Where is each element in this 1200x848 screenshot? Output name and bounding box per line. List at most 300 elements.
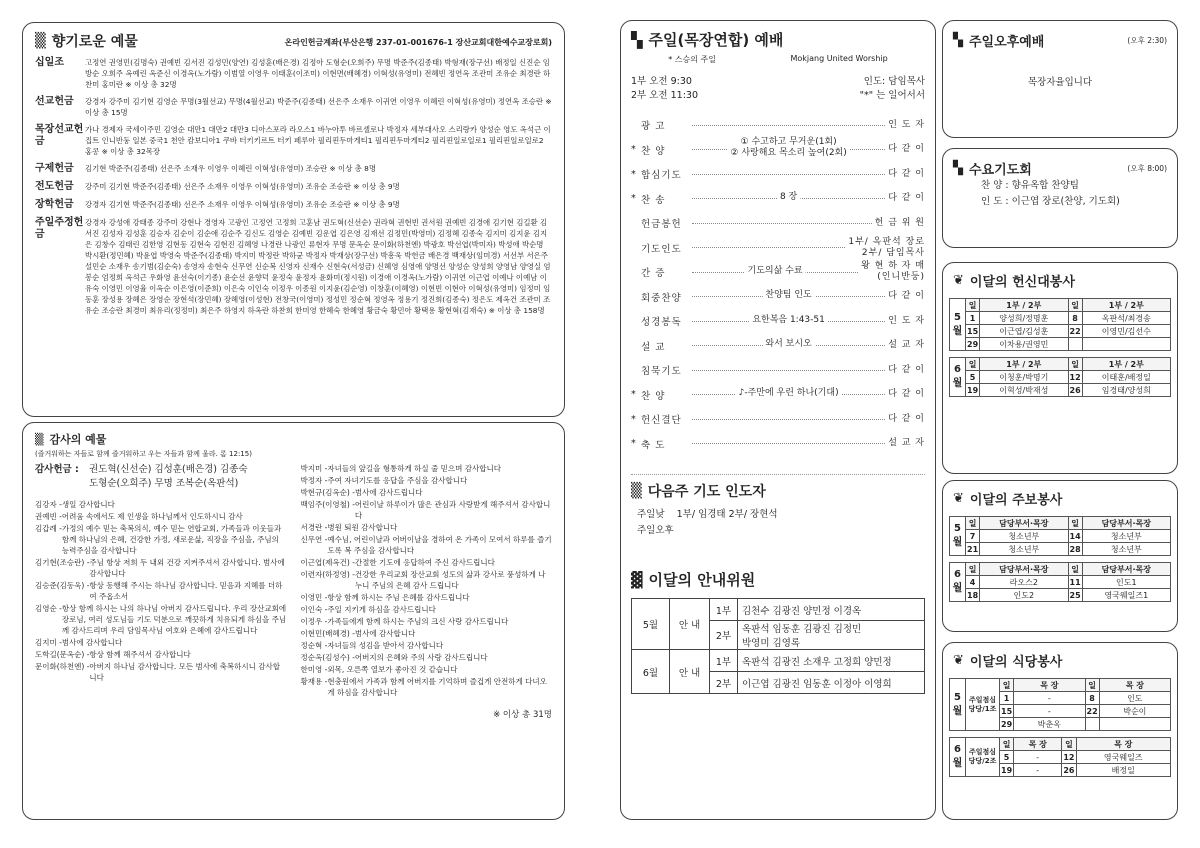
- order-name: 헌금봉헌: [641, 219, 682, 231]
- table-header: 담당부서·목장: [1082, 563, 1170, 576]
- afternoon-message: 목장자율입니다: [1027, 77, 1093, 88]
- assignee-cell: -: [1014, 764, 1062, 777]
- table-header: 일: [1068, 563, 1082, 576]
- offering-row: [35, 163, 552, 175]
- assignee-cell: 인도: [1099, 692, 1170, 705]
- thanks-text: 어려움 속에서도 제 인생을 하나님께서 인도하시니 감사: [61, 512, 243, 521]
- assignee-cell: 옥판석/최경송: [1082, 312, 1170, 325]
- assignee-cell: 이차용/권영민: [980, 338, 1068, 351]
- day-cell: 28: [1069, 544, 1081, 554]
- thanks-name: 정순옥(김성수) -: [300, 653, 355, 662]
- offering-label: 구제헌금: [35, 163, 74, 174]
- worship-english: Mokjang United Worship: [790, 54, 888, 63]
- dotted-leader: [692, 265, 858, 276]
- order-leader: 1부/ 옥판석 장로 2부/ 담임목사: [848, 236, 925, 258]
- month-row: [950, 384, 1171, 397]
- thanks-item: [301, 569, 553, 591]
- offering-label: 전도헌금: [35, 181, 74, 192]
- worship-order-item: [631, 162, 925, 187]
- month-table: [949, 516, 1171, 556]
- thanks-text: 생일 감사합니다: [61, 500, 115, 509]
- thanks-text: 건강한 우리교회 장산교회 성도의 삶과 강사로 풍성하게 나누니 주님의 은혜 감사 드립니다: [354, 570, 546, 590]
- order-content: ♪-주만에 우린 하나(기대): [736, 388, 842, 399]
- month-header-row: [950, 299, 1171, 312]
- dotted-leader: [692, 192, 885, 203]
- table-header: 1부 / 2부: [1082, 299, 1170, 312]
- thanks-item: [35, 499, 287, 510]
- assignee-cell: 이혁성/박재성: [980, 384, 1068, 397]
- offering-row: [35, 57, 552, 90]
- flower-icon: ❦: [953, 653, 964, 668]
- order-name: 회중찬양: [641, 292, 682, 304]
- table-header: 1부 / 2부: [980, 299, 1068, 312]
- assignee-cell: -: [1014, 751, 1062, 764]
- month-header-row: [950, 679, 1171, 692]
- usher-part: 2부: [710, 621, 738, 650]
- thanks-name: 김기현(조승란) -: [35, 558, 90, 567]
- usher-role: 안 내: [670, 650, 710, 694]
- day-cell: [1068, 338, 1082, 351]
- thanks-name: 김지미 -: [35, 638, 62, 647]
- assignee-cell: 양성희/정명훈: [980, 312, 1068, 325]
- dotted-leader: [692, 388, 885, 399]
- section-bar-icon: ▒: [631, 483, 642, 499]
- thanks-left-column: [35, 463, 287, 721]
- order-leader: 다 같 이: [888, 413, 925, 424]
- order-name: 침묵기도: [641, 366, 682, 378]
- worship-order-item: [631, 285, 925, 310]
- thanks-name: 박현규(김옥순) -: [300, 488, 355, 497]
- thanks-text: 병원 퇴원 감사합니다: [327, 523, 398, 532]
- usher-month: 6월: [632, 650, 670, 694]
- worship-order-item: [631, 138, 925, 163]
- day-cell: 1: [1000, 692, 1014, 705]
- usher-names: 김천수 김광진 양민정 이경옥: [738, 599, 925, 621]
- thanks-text: 항상 함께 하시는 주님 은혜를 감사드립니다: [327, 593, 470, 602]
- wednesday-prayer-box: ▚ 수요기도회 (오후 8:00) 찬 양 : 향유옥합 찬양팀 인 도 : 이근엽 장로(찬양, 기도회): [942, 148, 1178, 248]
- order-leader: 다 같 이: [888, 291, 925, 302]
- day-cell: 26: [1063, 765, 1075, 775]
- kitchen-box: [942, 642, 1178, 820]
- month-header-row: [950, 563, 1171, 576]
- table-header: 일: [1085, 679, 1099, 692]
- month-header-row: [950, 517, 1171, 530]
- order-content: 와서 보시오: [762, 339, 814, 350]
- dotted-leader: [692, 125, 885, 126]
- afternoon-worship-box: [942, 20, 1178, 138]
- month-table: [949, 298, 1171, 351]
- wednesday-title: ▚ 수요기도회 (오후 8:00): [953, 161, 1167, 178]
- assignee-cell: 라오스2: [980, 576, 1068, 589]
- thanks-item: [35, 580, 287, 602]
- offering-row: [35, 124, 552, 157]
- order-content: ① 수고하고 무거운(1회) ② 사랑해요 목소리 높여(2회): [727, 137, 849, 159]
- assignee-cell: 청소년부: [1082, 530, 1170, 543]
- order-leader: 다 같 이: [888, 389, 925, 400]
- table-header: 담당부서·목장: [980, 517, 1068, 530]
- order-name: 찬 송: [641, 194, 666, 206]
- dotted-leader: [692, 137, 885, 159]
- order-name: 합심기도: [641, 170, 682, 182]
- assignee-cell: 박순이: [1099, 705, 1170, 718]
- month-table: [949, 357, 1171, 397]
- assignee-cell: 이근엽/김성훈: [980, 325, 1068, 338]
- offering-label: 목장선교헌금: [35, 124, 84, 147]
- order-name: 성경봉독: [641, 317, 682, 329]
- thanks-name: 김영순 -: [35, 604, 62, 613]
- thanks-box: [22, 422, 565, 820]
- worship-order-item: [631, 334, 925, 359]
- day-cell: 8: [1085, 692, 1099, 705]
- month-row: [950, 530, 1171, 543]
- day-cell: 29: [967, 339, 979, 349]
- order-content: 8 장: [777, 192, 800, 203]
- assignee-cell: 임경태/양성희: [1082, 384, 1170, 397]
- thanks-item: [301, 475, 553, 486]
- thanks-item: [35, 557, 287, 579]
- thanks-text: 가족들에게 함께 하시는 주님의 크신 사랑 감사드립니다: [327, 617, 509, 626]
- day-cell: 14: [1069, 531, 1081, 541]
- table-header: 일: [966, 358, 980, 371]
- service-label: 주일점심 당당/1조: [966, 679, 1000, 731]
- worship-theme: * 스승의 주일: [668, 55, 716, 64]
- day-cell: 1: [966, 312, 980, 325]
- worship-order-item: [631, 309, 925, 334]
- offering-row: [35, 181, 552, 193]
- offering-row: [35, 217, 552, 316]
- month-row: [950, 576, 1171, 589]
- table-header: 목 장: [1014, 679, 1085, 692]
- offering-label: 십일조: [35, 57, 64, 68]
- table-header: 1부 / 2부: [1082, 358, 1170, 371]
- order-leader: 인 도 자: [888, 315, 925, 326]
- bulletin-box: [942, 480, 1178, 632]
- dotted-leader: [692, 247, 845, 248]
- offering-names: 강경자 강성애 강태종 강주미 강현나 경영자 고광인 고정연 고정희 고훈남 권도혁(신선순) 권라혁 권현빈 권서원 권예빈 김경애 김기현 김길환 김서진 김성자 김성훈 김승자 김순이 김순애 김순주 김신도 김영순 김예빈 김운엽 김은영 김재선 김정민(박영미) 김정혜 김종숙 김지미 김지윤 김지은 김창수 김태린 김한영 김현동 김현숙 김현진 김혜영 나경란 나광인 류현자 무명 문옥순 문이화(하천엔) 박광호 박선엽(박미자) 박성애 박순명 박시환(정민혜) 박윤엽 박영숙 박준주(김종태) 박지미 박정란 박하균 박정자 박재상(장구선) 박흥욱 박헌금 배은경 백재상(임미경) 서선부 서은주 설민순 소재우 송기범(김순숙) 송영자 송현숙 신무연 신순복 신영자 신재수 신현숙(서성금) 신혜영 심영애 양명선 양성순 양성희 양영남 양영실 엄봉순 엄정희 옥석근 우화영 윤선숙(이기종) 윤순선 윤향덕 윤정숙 윤정자 윤화미(정시원) 이경애 이경옥(노가람) 이귀연 이근엽 이예나 이예남 이유숙 이영민 이영율 이옥순 이은영(이준희) 이은숙 이인숙 이정우 이종원 이지윤(김순영) 이창훈(이혜영) 이현빈 이현아 이혁성(유영미) 임정미 임동훈 장성용 장혜은 장영순 장현석(장민혜) 장혜영(이성현) 전창국(이영미) 정성민 정순혁 정영옥 정용기 정진희(김종숙) 정은도 제옥건 조관미 조유순 조승란 최경미 최유리(정정미) 최은주 하영지 하옥란 하찬희 한미영 한혜숙 한혜영 황금숙 황민아 황택용 황현혁(김재숙) ※ 이상 총 158명: [85, 218, 551, 315]
- thanks-right-column: [301, 463, 553, 721]
- day-cell: 12: [1063, 752, 1075, 762]
- order-leader: 다 같 이: [888, 193, 925, 204]
- day-cell: 26: [1069, 385, 1081, 395]
- table-header: 일: [1068, 299, 1082, 312]
- day-cell: 22: [1069, 326, 1081, 336]
- section-bar-icon: ▒: [35, 33, 46, 49]
- table-header: 일: [966, 299, 980, 312]
- month-label: 5 월: [950, 679, 966, 731]
- thanks-name: 김승준(김동욱) -: [35, 581, 90, 590]
- thanks-name: 백임주(이영철) -: [300, 500, 355, 509]
- stand-marker: *: [631, 168, 636, 180]
- stand-marker: *: [631, 144, 636, 156]
- worship-order-item: [631, 358, 925, 383]
- stand-marker: *: [631, 413, 636, 425]
- order-leader: 인 도 자: [888, 119, 925, 130]
- usher-month: 5월: [632, 599, 670, 650]
- day-cell: 7: [966, 530, 980, 543]
- day-cell: 22: [1086, 706, 1098, 716]
- order-leader: 다 같 이: [888, 144, 925, 155]
- offering-label: 장학헌금: [35, 199, 74, 210]
- assignee-cell: -: [1014, 692, 1085, 705]
- day-cell: 4: [966, 576, 980, 589]
- thanks-text: 주일 지키게 하심을 감사드립니다: [327, 605, 436, 614]
- month-label: 6 월: [950, 563, 966, 602]
- usher-names: 옥판석 임동훈 김광진 김정민 박영미 김영록: [738, 621, 925, 650]
- month-table: [949, 737, 1171, 777]
- day-cell: 15: [1001, 706, 1013, 716]
- usher-row: [632, 599, 925, 621]
- dotted-leader: [692, 174, 885, 175]
- worship-order-item: [631, 211, 925, 236]
- thanks-item: [35, 661, 287, 683]
- thanks-title: ▒ 감사의 예물: [35, 432, 107, 446]
- table-header: 일: [1000, 738, 1014, 751]
- table-header: 담당부서·목장: [980, 563, 1068, 576]
- offering-row: [35, 199, 552, 211]
- thanks-verse: (즐거워하는 자들로 함께 즐거워하고 우는 자들과 함께 울라. 롬 12:15): [35, 450, 252, 458]
- assignee-cell: 청소년부: [980, 543, 1068, 556]
- month-row: [950, 543, 1171, 556]
- dotted-leader: [692, 314, 885, 325]
- thanks-text: 항상 동행해 주시는 하나님 감사합니다. 믿음과 지혜를 더하여 주옵소서: [89, 581, 283, 601]
- thanks-name: 문이화(하천엔) -: [35, 662, 90, 671]
- month-row: [950, 589, 1171, 602]
- order-leader: 다 같 이: [888, 168, 925, 179]
- dotted-leader: [692, 223, 872, 224]
- usher-part: 1부: [710, 650, 738, 672]
- thanks-name: 권예빈 -: [35, 512, 62, 521]
- month-label: 6 월: [950, 358, 966, 397]
- assignee-cell: 영국웨일즈: [1076, 751, 1171, 764]
- day-cell: 19: [1001, 765, 1013, 775]
- usher-part: 1부: [710, 599, 738, 621]
- assignee-cell: 이청훈/박명기: [980, 371, 1068, 384]
- usher-names: 이근엽 김광진 임동훈 이정아 이영희: [738, 672, 925, 694]
- thanks-name: 이근엽(제옥건) -: [300, 558, 355, 567]
- thanks-item: [301, 522, 553, 533]
- thanks-name: 한미영 -: [300, 665, 328, 674]
- thanks-name: 이영민 -: [300, 593, 328, 602]
- assignee-cell: 인도2: [980, 589, 1068, 602]
- offering-names: 김기현 박준주(김종태) 선은주 소재우 이영우 이혜린 이혁성(유영미) 조승란 ※ 이상 총 8명: [85, 164, 377, 173]
- thanks-offering-head: 감사헌금 : 권도혁(신선순) 김성훈(배은경) 김종숙 도형순(오희주) 무명 조복순(옥판석): [35, 464, 248, 489]
- assignee-cell: -: [1014, 705, 1085, 718]
- ushers-title: ▓ 이달의 안내위원: [631, 570, 756, 589]
- thanks-text: 어버지의 은혜와 주의 사랑 감사드립니다: [354, 653, 488, 662]
- table-header: 목 장: [1076, 738, 1171, 751]
- worship-order-item: [631, 113, 925, 138]
- order-content: 찬양팀 인도: [762, 290, 814, 301]
- thanks-item: [301, 604, 553, 615]
- order-name: 찬 양: [641, 390, 666, 402]
- usher-role: 안 내: [670, 599, 710, 650]
- worship-order-item: [631, 236, 925, 261]
- assignee-cell: [1082, 338, 1170, 351]
- dotted-leader: [692, 370, 885, 371]
- thanks-name: 김강자 -: [35, 500, 62, 509]
- thanks-name: 이정우 -: [300, 617, 328, 626]
- month-row: [950, 325, 1171, 338]
- table-header: 목 장: [1014, 738, 1062, 751]
- thanks-name: 박지미 -: [300, 464, 328, 473]
- thanks-name: 황재용 -: [300, 677, 328, 686]
- offering-names: 강경자 강주미 김기현 김영순 무명(3월선교) 무명(4월선교) 박준주(김종태) 선은주 소재우 이귀연 이영우 이혜린 이혁성(유영미) 정연옥 조승란 ※ 이상 총 15명: [85, 97, 552, 117]
- thanks-name: 도학길(문옥순) -: [35, 650, 90, 659]
- table-header: 일: [966, 563, 980, 576]
- worship-order-item: [631, 407, 925, 432]
- table-header: 목 장: [1099, 679, 1170, 692]
- section-bar-icon: ▓: [631, 570, 643, 589]
- thanks-text: 현충원에서 가족과 함께 어버지를 기억하며 즐겁게 안전하게 다녀오게 하심을 감사합니다: [327, 677, 547, 697]
- dotted-leader: [692, 443, 885, 444]
- assignee-cell: 박춘옥: [1014, 718, 1085, 731]
- thanks-item: [35, 603, 287, 636]
- month-label: 5 월: [950, 299, 966, 351]
- order-name: 광 고: [641, 121, 666, 133]
- thanks-text: 주님 항상 저희 두 내외 건강 지켜주셔서 감사합니다. 범사에 감사합니다: [89, 558, 285, 578]
- month-header-row: [950, 738, 1171, 751]
- order-name: 설 교: [641, 341, 666, 353]
- day-cell: 18: [967, 590, 979, 600]
- worship-order-item: [631, 383, 925, 408]
- order-leader: 왕 현 하 자 매 (인니반둥): [861, 261, 925, 283]
- month-row: [950, 338, 1171, 351]
- order-name: 찬 양: [641, 145, 666, 157]
- thanks-text: 범사에 감사합니다: [354, 629, 416, 638]
- assignee-cell: 영국웨일즈1: [1082, 589, 1170, 602]
- online-account: 온라인헌금계좌(부산은행 237-01-001676-1 장산교회대한예수교장로회): [284, 38, 552, 47]
- thanks-item: [301, 676, 553, 698]
- thanks-item: [301, 640, 553, 651]
- thanks-text: 자녀들의 성김을 받아서 감사합니다: [327, 641, 444, 650]
- section-marker-icon: ▚: [953, 33, 963, 48]
- thanks-text: 어린이날 하루이가 많은 관심과 사랑받게 해주셔서 감사합니다: [354, 500, 551, 520]
- thanks-item: [301, 534, 553, 556]
- thanks-text: 항상 함께 하시는 나의 하나님 아버지 감사드립니다. 우리 장산교회에 장로님, 여러 성도님들 기도 덕분으로 깨끗하게 치유되게 하심을 주님께 감사드리며 우리 담임목사님 여호와 은혜에 감사드립니다: [61, 604, 287, 635]
- thanks-item: [301, 463, 553, 474]
- thanks-text: 범사에 감사합니다: [61, 638, 123, 647]
- thanks-name: 김갑례 -: [35, 524, 62, 533]
- dotted-leader: [692, 339, 885, 350]
- order-leader: 설 교 자: [888, 340, 925, 351]
- thanks-name: 신무연 -: [300, 535, 328, 544]
- next-prayer-title: ▒ 다음주 기도 인도자: [631, 483, 766, 500]
- order-leader: 다 같 이: [888, 364, 925, 375]
- thanks-item: [301, 592, 553, 603]
- thanks-text: 아버지 하나님 감사합니다. 모든 범사에 축복하시니 감사합니다: [89, 662, 280, 682]
- order-name: 간 증: [641, 268, 666, 280]
- order-of-worship: [631, 113, 925, 456]
- day-cell: 12: [1069, 372, 1081, 382]
- usher-names: 옥판석 김광진 소재우 고정희 양민정: [738, 650, 925, 672]
- worship-times: 1부 오전 9:30 2부 오전 11:30 인도: 담임목사 "*" 는 일어서서: [631, 76, 925, 101]
- thanks-item: [35, 511, 287, 522]
- usher-part: 2부: [710, 672, 738, 694]
- month-header-row: [950, 358, 1171, 371]
- assignee-cell: 이태훈/배정일: [1082, 371, 1170, 384]
- day-cell: 21: [967, 544, 979, 554]
- thanks-name: 이인숙 -: [300, 605, 328, 614]
- thanks-text: 주여 자녀기도를 응답을 주심을 감사합니다: [327, 476, 468, 485]
- order-name: 축 도: [641, 439, 666, 451]
- thanks-text: 항상 함께 해주셔서 감사합니다: [89, 650, 191, 659]
- thanks-text: 간절한 기도에 응답하여 주신 감사드립니다: [354, 558, 495, 567]
- worship-order-item: [631, 260, 925, 285]
- table-header: 일: [1062, 738, 1076, 751]
- day-cell: 5: [966, 371, 980, 384]
- offering-list: [35, 57, 552, 316]
- devotion-title: ❦ 이달의 헌신대봉사: [953, 273, 1075, 290]
- day-cell: 8: [1068, 312, 1082, 325]
- month-table: [949, 562, 1171, 602]
- table-header: 일: [1068, 517, 1082, 530]
- assignee-cell: 청소년부: [980, 530, 1068, 543]
- stand-marker: *: [631, 438, 636, 450]
- stand-marker: *: [631, 389, 636, 401]
- thanks-text: 가정의 예수 믿는 축복의식, 예수 믿는 연합교회, 가족들과 이웃들과 함께 하나님의 은혜, 건강한 가정, 새로운삶, 직장을 주심을, 주님의 능력주심을 감사합니다: [61, 524, 282, 555]
- thanks-text: 범사에 감사드립니다: [354, 488, 423, 497]
- thanks-name: 서경란 -: [300, 523, 328, 532]
- thanks-item: [301, 487, 553, 498]
- kitchen-title: ❦ 이달의 식당봉사: [953, 653, 1063, 670]
- assignee-cell: [1099, 718, 1170, 731]
- stand-marker: *: [631, 193, 636, 205]
- order-leader: 헌 금 위 원: [874, 217, 925, 228]
- service-label: 주일점심 당당/2조: [966, 738, 1000, 777]
- usher-row: [632, 650, 925, 672]
- dotted-leader: [692, 290, 885, 301]
- month-row: [950, 371, 1171, 384]
- section-bar-icon: ▒: [35, 432, 44, 446]
- offering-label: 선교헌금: [35, 96, 74, 107]
- thanks-item: [301, 628, 553, 639]
- assignee-cell: 배정일: [1076, 764, 1171, 777]
- offering-names: 고정연 권영민(김명숙) 권예빈 김서진 김성민(양연) 김성훈(배은경) 김정아 도형순(오희주) 무명 박준주(김종태) 박형재(장구선) 배정일 신진순 임방순 오희주 옥예린 옥준신 이경옥(노가람) 이범열 이영우 이태훈(이조미) 이현면(배혜경) 이혁성(유영미) 전혜빈 정연옥 조관미 조유순 최경란 하찬미 홍미란 ※ 이상 총 32명: [85, 58, 551, 89]
- day-cell: 25: [1069, 590, 1081, 600]
- flower-icon: ❦: [953, 273, 964, 288]
- offering-label: 주일주정헌금: [35, 217, 84, 240]
- table-header: 담당부서·목장: [1082, 517, 1170, 530]
- worship-order-item: [631, 187, 925, 212]
- thanks-text: 외목, 오른쪽 열보가 좋아진 것 같습니다: [327, 665, 458, 674]
- bulletin-title: ❦ 이달의 주보봉사: [953, 491, 1063, 508]
- thanks-name: 박정자 -: [300, 476, 328, 485]
- afternoon-title: ▚ 주일오후예배 (오후 2:30): [953, 33, 1167, 50]
- thanks-item: [301, 557, 553, 568]
- table-header: 일: [1000, 679, 1014, 692]
- thanks-total: ※ 이상 총 31명: [493, 710, 552, 720]
- month-table: [949, 678, 1171, 731]
- thanks-item: [301, 499, 553, 521]
- table-header: 일: [966, 517, 980, 530]
- thanks-item: [301, 664, 553, 675]
- day-cell: 11: [1069, 577, 1081, 587]
- thanks-name: 정순혁 -: [300, 641, 328, 650]
- thanks-text: 예수님, 어린이날과 어버이날을 경하여 온 가족이 모여서 하루를 즐기도록 복 주심을 감사합니다: [327, 535, 552, 555]
- thanks-item: [35, 649, 287, 660]
- order-content: 기도의삶 수료: [745, 266, 806, 277]
- assignee-cell: 이영민/김선수: [1082, 325, 1170, 338]
- worship-title: ▚ 주일(목장연합) 예배: [631, 30, 784, 49]
- thanks-name: 이현민(배혜경) -: [300, 629, 355, 638]
- offering-names: 강경자 김기현 박준주(김종태) 선은주 소재우 이영우 이혁성(유영미) 조유순 조승란 ※ 이상 총 9명: [85, 200, 400, 209]
- section-marker-icon: ▚: [953, 161, 963, 176]
- worship-box: ▚ 주일(목장연합) 예배 * 스승의 주일 Mokjang United Worship 1부 오전 9:30 2부 오전 11:30 인도: 담임목사 "*" 는 일어서서 광 고 인 도 자 * 찬 양 ① 수고하고 무거운(1회) ② 사랑해요 목소리 높여(2회) 다 같 이 * 합심기도 다 같 이 * 찬 송 8 장 다 같 이 헌금봉헌 헌 금 위 원 기도인도 1부/ 옥판석 장로 2부/ 담임목사 간 증 기도의삶 수료 왕 현 하 자 매 (인니반둥) 회중찬양 찬양팀 인도 다 같 이 성경봉독 요한복음 1:43-51 인 도 자 설 교 와서 보시오 설 교 자 침묵기도 다 같 이 * 찬 양 ♪-주만에 우린 하나(기대) 다 같 이 * 헌신결단 다 같 이 * 축 도 설 교 자 ▒ 다음주 기도 인도자 주일낮 1부/ 임경태 2부/ 장현석 주일오후 ▓ 이달의 안내위원 5월 안 내 1부 김천수 김광진 양민정 이경옥 2부 옥판석 임동훈 김광진 김정민 박영미 김영록 6월 안 내 1부 옥판석 김광진 소재우 고정희 양민정 2부 이근엽 김광진 임동훈 이정아 이영희: [620, 20, 936, 820]
- worship-order-item: [631, 432, 925, 457]
- thanks-item: [301, 616, 553, 627]
- order-leader: 설 교 자: [888, 438, 925, 449]
- devotion-box: [942, 262, 1178, 474]
